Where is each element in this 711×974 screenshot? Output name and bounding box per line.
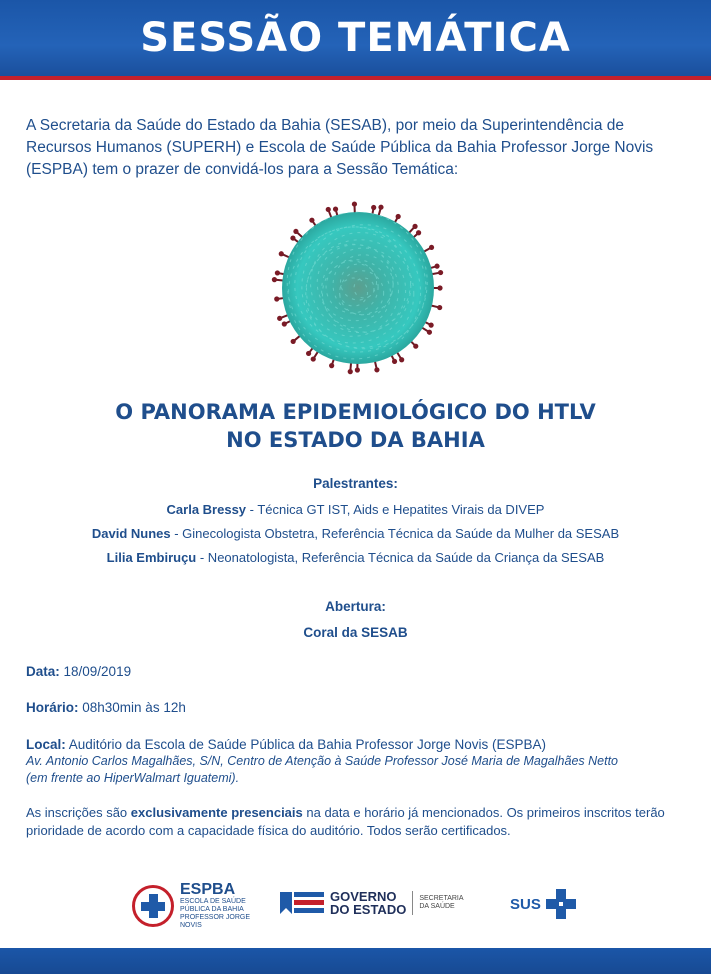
speakers-section: [0, 476, 711, 571]
sus-logo: [510, 888, 577, 920]
intro-text: A Secretaria da Saúde do Estado da Bahia (SESAB), por meio da Superintendência de Recursos Humanos (SUPERH) e Escola de Saúde Pública da Bahia Professor Jorge Novis (ESPBA) tem o prazer de convidá-los para a Sessão Temática:: [26, 117, 654, 178]
opening-section: [0, 596, 711, 644]
speaker-role: - Ginecologista Obstetra, Referência Técnica da Saúde da Mulher da SESAB: [170, 526, 620, 541]
date-value: 18/09/2019: [59, 664, 132, 679]
gov-line1: GOVERNO: [330, 889, 397, 904]
espba-line2: PÚBLICA DA BAHIA: [180, 906, 244, 913]
sus-cross-icon: [545, 888, 577, 920]
registration-notice: [26, 804, 686, 840]
speakers-label: Palestrantes:: [313, 476, 398, 491]
gov-line2: DO ESTADO: [330, 902, 407, 917]
speaker-name: Carla Bressy: [166, 502, 247, 517]
speaker-role: - Neonatologista, Referência Técnica da Saúde da Criança da SESAB: [196, 550, 605, 565]
notice-bold: exclusivamente presenciais: [130, 805, 303, 820]
gov-sec2: DA SAÚDE: [419, 903, 455, 910]
gov-sec1: SECRETARIA: [419, 895, 464, 902]
espba-line3: PROFESSOR JORGE NOVIS: [180, 914, 251, 929]
footer-bar: [0, 948, 711, 974]
speaker-role: - Técnica GT IST, Aids e Hepatites Virais da DIVEP: [246, 502, 545, 517]
opening-value: Coral da SESAB: [303, 625, 408, 640]
event-title-line2: NO ESTADO DA BAHIA: [226, 428, 485, 452]
speaker-name: David Nunes: [91, 526, 171, 541]
location-info: [26, 736, 686, 787]
time-value: 08h30min às 12h: [78, 700, 186, 715]
location-value: Auditório da Escola de Saúde Pública da Bahia Professor Jorge Novis (ESPBA): [65, 737, 547, 752]
gov-divider: [412, 891, 413, 915]
espba-cross-icon: [132, 885, 174, 927]
speaker-name: Lilia Embiruçu: [106, 550, 197, 565]
event-title: [0, 398, 711, 454]
virus-illustration: [268, 198, 448, 378]
espba-name: ESPBA: [180, 881, 236, 898]
speaker-row: [0, 523, 711, 547]
governo-logo: [278, 890, 464, 916]
date-label: Data:: [26, 664, 60, 679]
logos-bar: [0, 878, 711, 938]
notice-part2: na data e horário já mencionados. Os primeiros inscritos terão prioridade de acordo com a capacidade física do auditório. Todos serão certificados.: [26, 805, 665, 838]
notice-part1: As inscrições são: [26, 805, 131, 820]
time-info: [26, 700, 686, 715]
speaker-row: [0, 547, 711, 571]
header-banner: [0, 0, 711, 80]
date-info: [26, 664, 686, 679]
opening-label: Abertura:: [325, 599, 386, 614]
address-line1: Av. Antonio Carlos Magalhães, S/N, Centro de Atenção à Saúde Professor José Maria de Magalhães Netto: [26, 754, 618, 768]
event-title-line1: O PANORAMA EPIDEMIOLÓGICO DO HTLV: [115, 400, 596, 424]
page-title: SESSÃO TEMÁTICA: [140, 15, 571, 61]
espba-line1: ESCOLA DE SAÚDE: [180, 898, 246, 905]
location-label: Local:: [26, 737, 66, 752]
speaker-row: [0, 499, 711, 523]
address-line2: (em frente ao HiperWalmart Iguatemi).: [26, 771, 240, 785]
sus-name: SUS: [510, 895, 541, 913]
espba-logo: [132, 882, 250, 930]
bahia-flag-icon: [278, 890, 324, 916]
time-label: Horário:: [26, 700, 79, 715]
